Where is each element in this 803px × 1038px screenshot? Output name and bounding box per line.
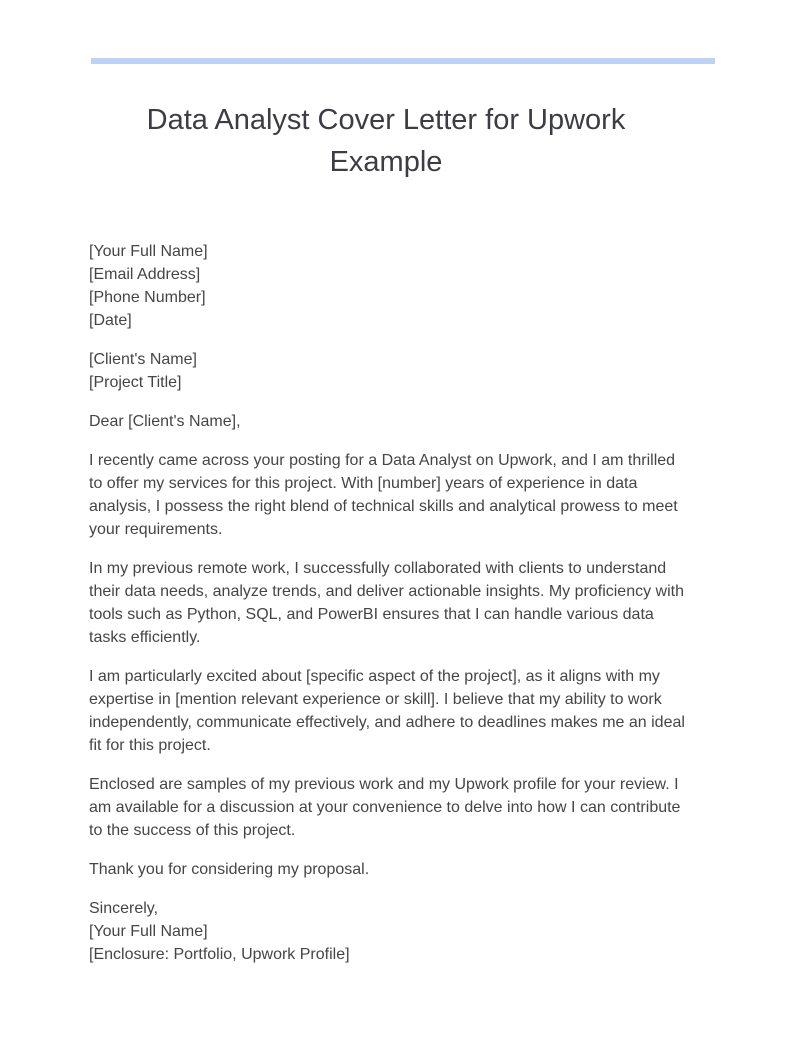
letter-date: [Date]	[89, 312, 132, 329]
sender-email: [Email Address]	[89, 266, 201, 283]
signature-name: [Your Full Name]	[89, 923, 208, 940]
paragraph-experience: In my previous remote work, I successfully collaborated with clients to understand their data needs, analyze trends, and deliver actionable insights. My proficiency with tools such as Python, SQL, and PowerBI ensures that I can handle various data tasks efficiently.	[89, 560, 684, 646]
sender-block	[89, 240, 689, 332]
page-title: Data Analyst Cover Letter for Upwork Example	[146, 104, 626, 178]
recipient-block	[89, 348, 689, 394]
paragraph-enclosed: Enclosed are samples of my previous work and my Upwork profile for your review. I am available for a discussion at your convenience to delve into how I can contribute to the success of this project.	[89, 776, 681, 839]
project-title: [Project Title]	[89, 374, 182, 391]
closing-block	[89, 897, 689, 966]
enclosure-note: [Enclosure: Portfolio, Upwork Profile]	[89, 946, 350, 963]
sender-phone: [Phone Number]	[89, 289, 206, 306]
paragraph-fit: I am particularly excited about [specific aspect of the project], as it aligns with my expertise in [mention relevant experience or skill]. I believe that my ability to work independently, communicate effectively, and adhere to deadlines makes me an ideal fit for this project.	[89, 668, 685, 754]
client-name: [Client's Name]	[89, 351, 197, 368]
sender-name: [Your Full Name]	[89, 243, 208, 260]
letter-body	[89, 240, 689, 982]
valediction: Sincerely,	[89, 900, 159, 917]
top-accent-bar	[91, 58, 715, 64]
salutation: Dear [Client's Name],	[89, 413, 241, 430]
paragraph-intro: I recently came across your posting for a Data Analyst on Upwork, and I am thrilled to offer my services for this project. With [number] years of experience in data analysis, I possess the right blend of technical skills and analytical prowess to meet your requirements.	[89, 452, 678, 538]
paragraph-thanks: Thank you for considering my proposal.	[89, 861, 370, 878]
